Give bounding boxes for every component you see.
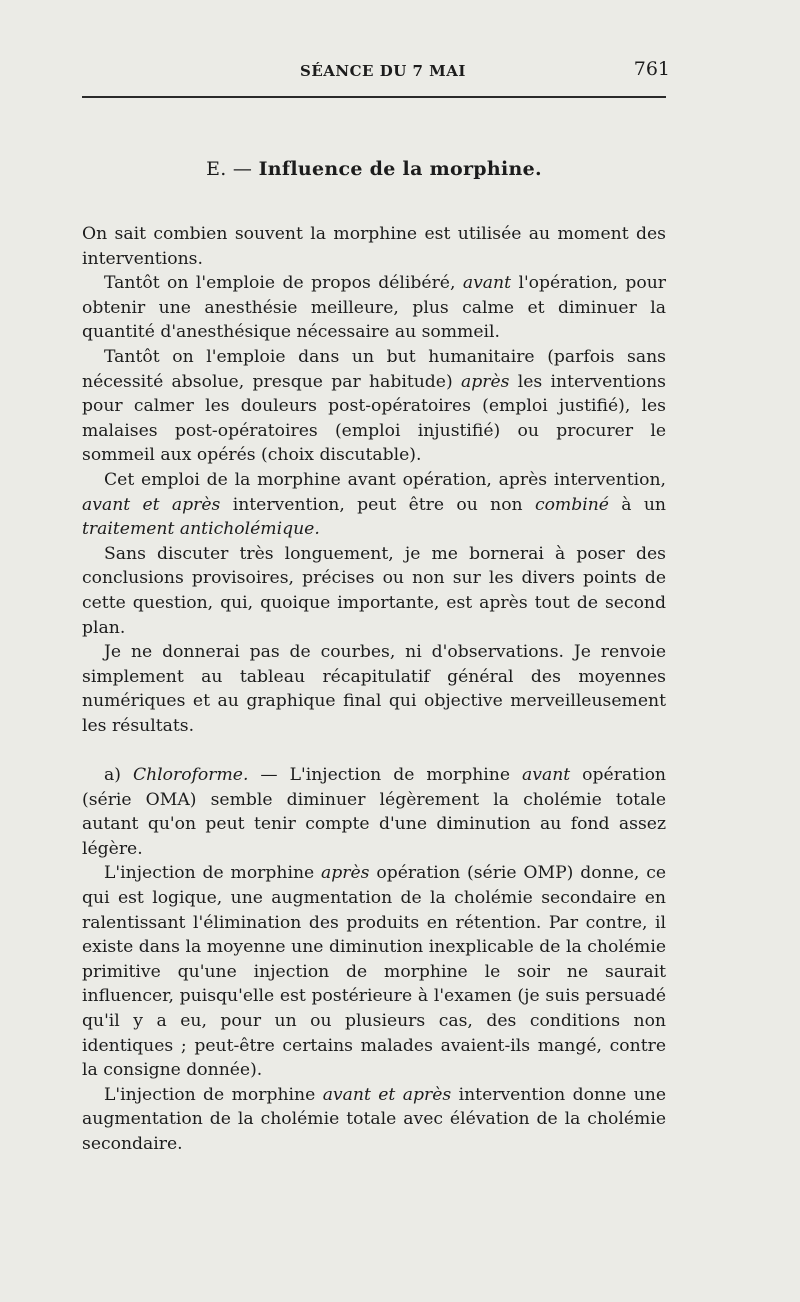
page-header: [80, 58, 670, 88]
running-head: SÉANCE DU 7 MAI: [300, 62, 466, 80]
paragraph-7-subheading: Chloroforme.: [132, 765, 249, 786]
paragraph-4-text-e: à un: [608, 494, 666, 515]
paragraph-5: [82, 542, 666, 640]
paragraph-4: [82, 468, 666, 542]
paragraph-1: [82, 222, 666, 271]
paragraph-4-emphasis-3: traitement anticholémique.: [82, 519, 320, 540]
paragraph-7-text-c: — L'injection de morphine: [248, 765, 523, 786]
paragraph-4-text-a: Cet emploi de la morphine avant opération, après intervention,: [104, 469, 666, 490]
paragraph-3-emphasis: après: [460, 371, 510, 392]
paragraph-3: [82, 345, 666, 468]
paragraph-7-text-a: a): [104, 765, 133, 786]
section-label: E. —: [206, 158, 259, 180]
paragraph-9-text-c: intervention donne une augmentation de la cholémie totale avec élévation de la cholémie secondaire.: [82, 1084, 666, 1154]
page-number: 761: [633, 58, 670, 80]
paragraph-8: [82, 861, 666, 1082]
paragraph-5-text: Sans discuter très longuement, je me bornerai à poser des conclusions provisoires, précises ou non sur les divers points de cette question, qui, quoique importante, est après tout de second plan.: [82, 543, 666, 638]
paragraph-4-emphasis-2: combiné: [534, 494, 609, 515]
paragraph-2: [82, 271, 666, 345]
paragraph-6-text: Je ne donnerai pas de courbes, ni d'observations. Je renvoie simplement au tableau récapitulatif général des moyennes numériques et au graphique final qui objective merveilleusement les résultats.: [82, 642, 666, 736]
paragraph-7-text-e: opération (série OMA) semble diminuer légèrement la cholémie totale autant qu'on peut tenir compte d'une diminution au fond assez légère.: [82, 765, 666, 859]
paragraph-2-text-a: Tantôt on l'emploie de propos délibéré,: [104, 273, 463, 294]
paragraph-9-text-a: L'injection de morphine: [104, 1084, 323, 1105]
paragraph-4-emphasis-1: avant et après: [82, 494, 221, 515]
paragraph-7-emphasis: avant: [522, 765, 571, 786]
paragraph-1-text: On sait combien souvent la morphine est utilisée au moment des interventions.: [82, 224, 666, 269]
paragraph-8-emphasis: après: [321, 863, 370, 884]
body-text: [82, 222, 666, 1157]
paragraph-2-emphasis: avant: [462, 273, 512, 294]
paragraph-8-text-c: opération (série OMP) donne, ce qui est logique, une augmentation de la cholémie secondaire en ralentissant l'élimination des produits en rétention. Par contre, il existe dans la moyenne une diminution inexplicable de la cholémie primitive qu'une injection de morphine le soir ne saurait influencer, puisqu'elle est postérieure à l'examen (je suis persuadé qu'il y a eu, pour un ou plusieurs cas, des conditions non identiques ; peut-être certains malades avaient-ils mangé, contre la consigne donnée).: [82, 863, 666, 1081]
paragraph-2-text-c: l'opération, pour obtenir une anesthésie meilleure, plus calme et diminuer la quantité d'anesthésique nécessaire au sommeil.: [82, 273, 666, 343]
paragraph-3-text-a: Tantôt on l'emploie dans un but humanitaire (parfois sans nécessité absolue, presque par habitude): [82, 346, 666, 392]
paragraph-4-text-c: intervention, peut être ou non: [220, 494, 535, 515]
paragraph-9: [82, 1083, 666, 1157]
paragraph-6: [82, 640, 666, 738]
paragraph-8-text-a: L'injection de morphine: [104, 863, 322, 884]
section-title: Influence de la morphine.: [258, 158, 542, 180]
header-rule: [82, 96, 666, 98]
paragraph-3-text-c: les interventions pour calmer les douleurs post-opératoires (emploi justifié), les malaises post-opératoires (emploi injustifié) ou procurer le sommeil aux opérés (choix discutable).: [82, 371, 667, 466]
paragraph-7: [82, 763, 666, 861]
paragraph-9-emphasis: avant et après: [322, 1084, 452, 1105]
section-heading: [82, 158, 666, 180]
